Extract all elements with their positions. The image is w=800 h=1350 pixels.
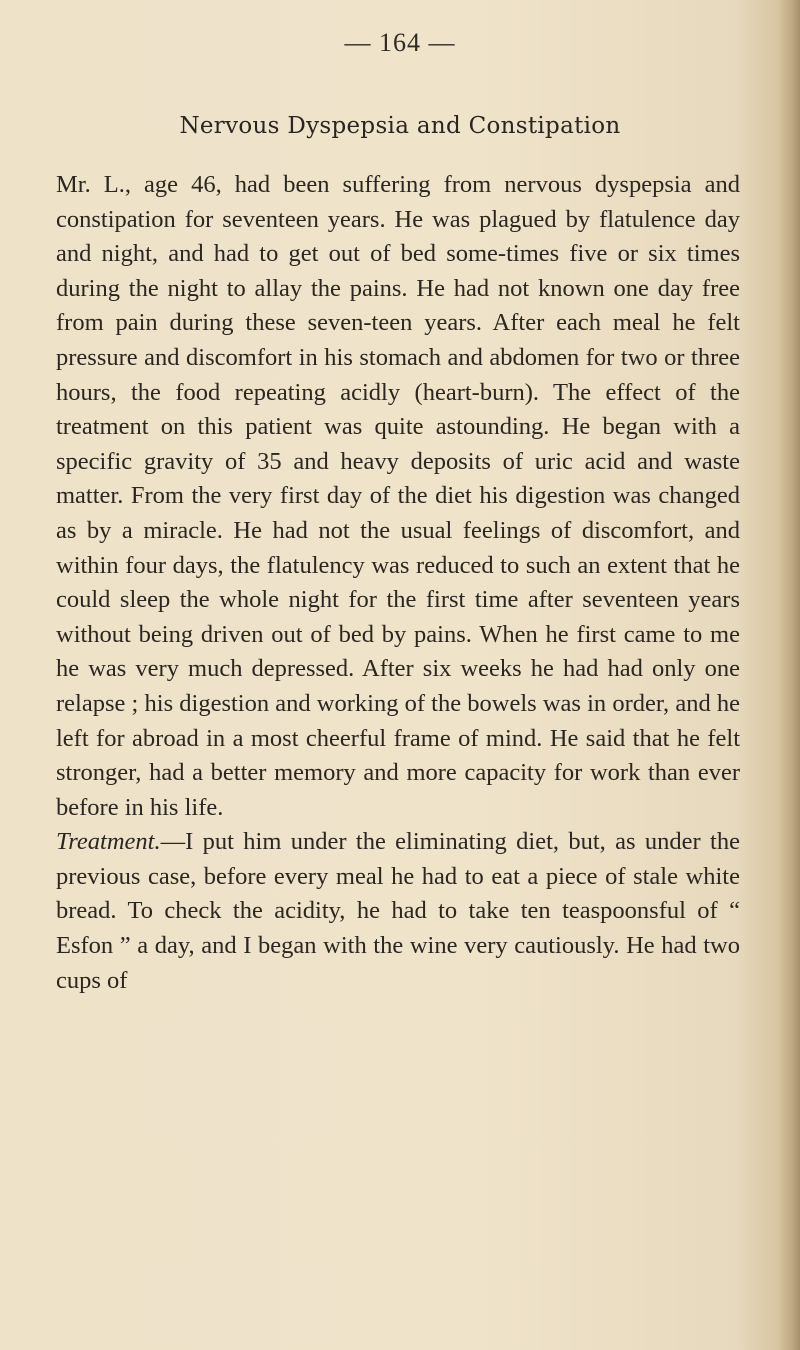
- section-title: Nervous Dyspepsia and Constipation: [179, 113, 621, 139]
- treatment-text: —I put him under the eliminating diet, but, as under the previous case, before every meal he had to eat a piece of stale white bread. To check the acidity, he had to take ten teaspoonsful of “ Esfon ” a day, and I began with the wine very cautiously. He had two cups of: [56, 828, 740, 994]
- page-number: — 164 —: [344, 28, 456, 57]
- treatment-label: Treatment.: [56, 828, 161, 856]
- paragraph-treatment: [56, 825, 740, 998]
- body-text: [56, 168, 740, 998]
- page-edge-shadow: [778, 0, 800, 1350]
- paragraph-case-description: Mr. L., age 46, had been suffering from nervous dyspepsia and constipation for seventeen years. He was plagued by flatulence day and night, and had to get out of bed some-times five or six times during the night to allay the pains. He had not known one day free from pain during these seven-teen years. After each meal he felt pressure and discomfort in his stomach and abdomen for two or three hours, the food repeating acidly (heart-burn). The effect of the treatment on this patient was quite astounding. He began with a specific gravity of 35 and heavy deposits of uric acid and waste matter. From the very first day of the diet his digestion was changed as by a miracle. He had not the usual feelings of discomfort, and within four days, the flatulency was reduced to such an extent that he could sleep the whole night for the first time after seventeen years without being driven out of bed by pains. When he first came to me he was very much depressed. After six weeks he had had only one relapse ; his digestion and working of the bowels was in order, and he left for abroad in a most cheerful frame of mind. He said that he felt stronger, had a better memory and more capacity for work than ever before in his life.: [56, 171, 740, 821]
